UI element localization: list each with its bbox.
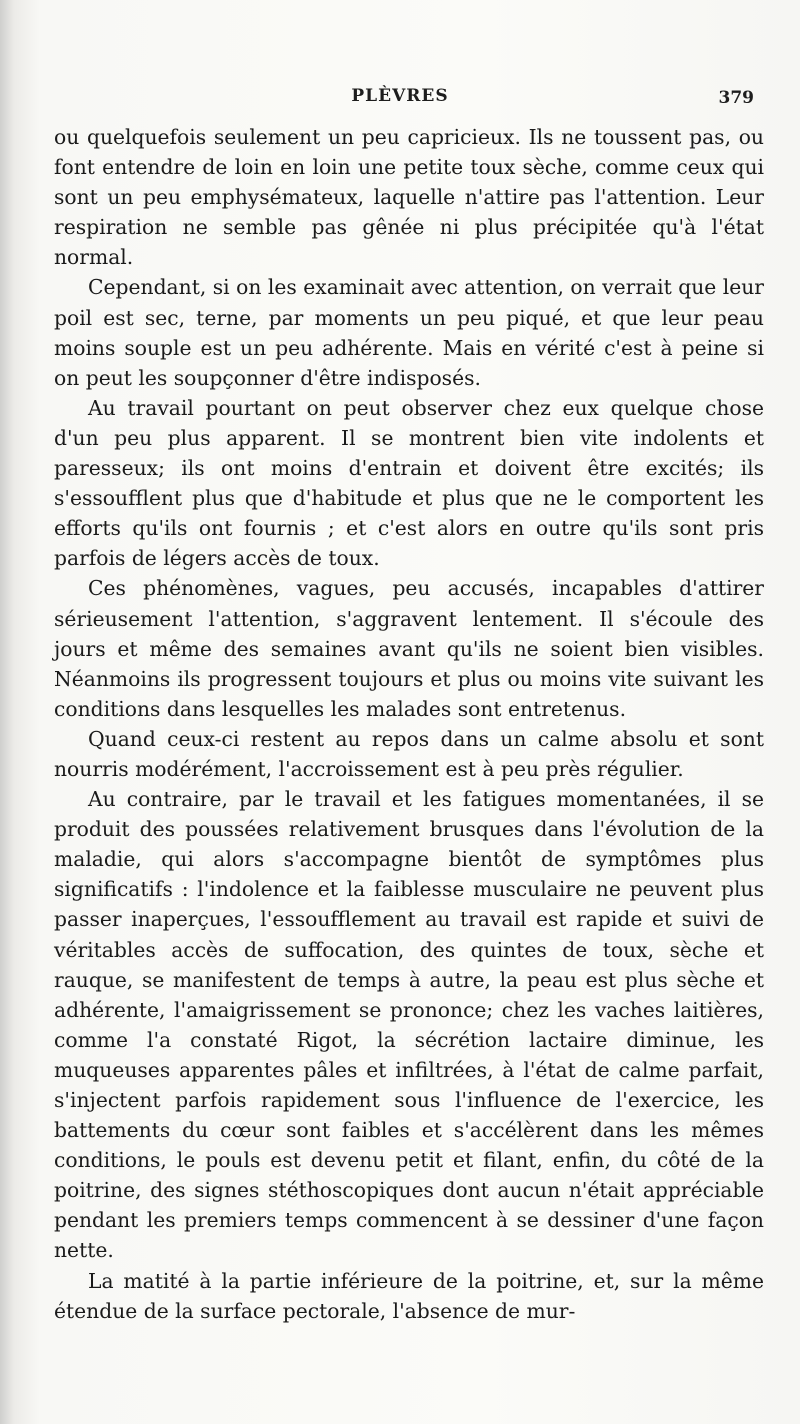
page-header xyxy=(0,86,800,116)
body-text xyxy=(54,122,764,1326)
paragraph: Au travail pourtant on peut observer chez eux quelque chose d'un peu plus apparent. Il se montrent bien vite indolents et paresseux; ils ont moins d'entrain et doivent être excités; ils s'essoufflent plus que d'habitude et plus que ne le comportent les efforts qu'ils ont fournis ; et c'est alors en outre qu'ils sont pris parfois de légers accès de toux. xyxy=(54,395,764,571)
paragraph-last: La matité à la partie inférieure de la poitrine, et, sur la même étendue de la surface pectorale, l'absence de mur- xyxy=(54,1268,764,1323)
page-number: 379 xyxy=(718,88,754,108)
paragraph: Ces phénomènes, vagues, peu accusés, incapables d'attirer sérieusement l'attention, s'aggravent lentement. Il s'écoule des jours et même des semaines avant qu'ils ne soient bien visibles. Néanmoins ils progressent toujours et plus ou moins vite suivant les conditions dans lesquelles les malades sont entretenus. xyxy=(54,576,764,721)
paragraph: Quand ceux-ci restent au repos dans un calme absolu et sont nourris modérément, l'accroissement est à peu près régulier. xyxy=(54,726,764,781)
paragraph: Cependant, si on les examinait avec attention, on verrait que leur poil est sec, terne, par moments un peu piqué, et que leur peau moins souple est un peu adhérente. Mais en vérité c'est à peine si on peut les soupçonner d'être indisposés. xyxy=(54,275,764,390)
paragraph: Au contraire, par le travail et les fatigues momentanées, il se produit des poussées relativement brusques dans l'évolution de la maladie, qui alors s'accompagne bientôt de symptômes plus significatifs : l'indolence et la faiblesse musculaire ne peuvent plus passer inaperçues, l'essoufflement au travail est rapide et suivi de véritables accès de suffocation, des quintes de toux, sèche et rauque, se manifestent de temps à autre, la peau est plus sèche et adhérente, l'amaigrissement se prononce; chez les vaches laitières, comme l'a constaté Rigot, la sécrétion lactaire diminue, les muqueuses apparentes pâles et infiltrées, à l'état de calme parfait, s'injectent parfois rapidement sous l'influence de l'exercice, les battements du cœur sont faibles et s'accélèrent dans les mêmes conditions, le pouls est devenu petit et filant, enfin, du côté de la poitrine, des signes stéthoscopiques dont aucun n'était appréciable pendant les premiers temps commencent à se dessiner d'une façon nette. xyxy=(54,787,764,1263)
running-title: PLÈVRES xyxy=(351,86,449,106)
paragraph-continued: ou quelquefois seulement un peu capricieux. Ils ne toussent pas, ou font entendre de loin en loin une petite toux sèche, comme ceux qui sont un peu emphysémateux, laquelle n'attire pas l'attention. Leur respiration ne semble pas gênée ni plus précipitée qu'à l'état normal. xyxy=(54,125,764,270)
